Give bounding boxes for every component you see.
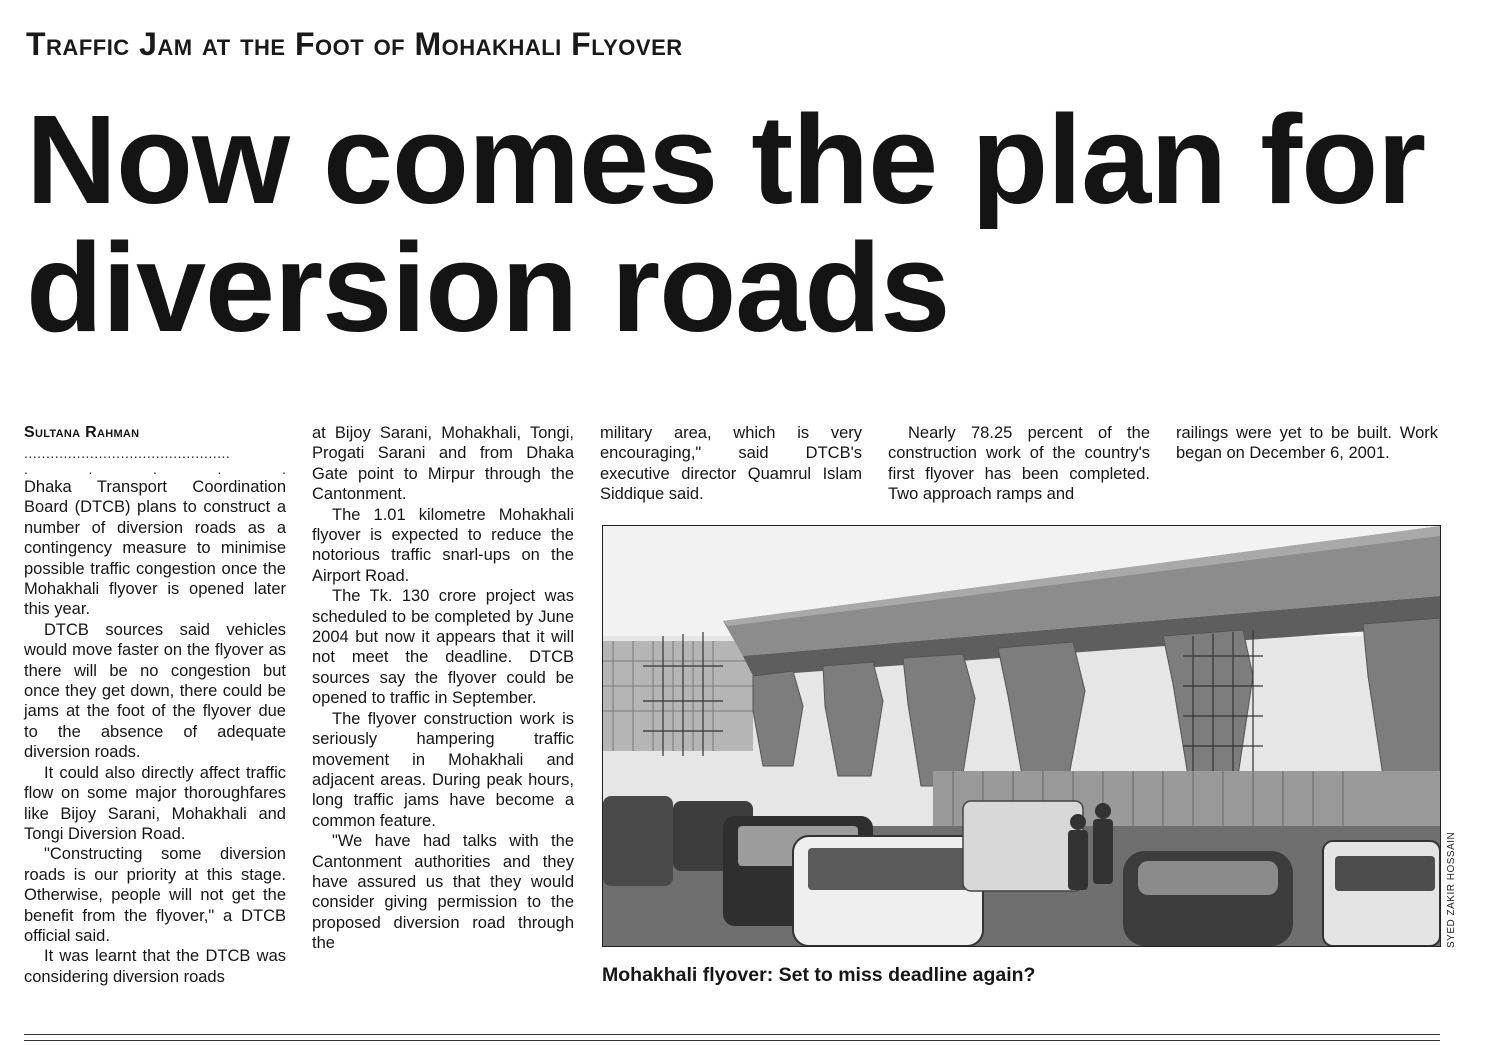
article-column-3 xyxy=(600,423,862,505)
byline-dot: . xyxy=(153,461,157,477)
headline-line-1: Now comes the plan for xyxy=(26,89,1426,230)
paragraph: at Bijoy Sarani, Mohakhali, Tongi, Progati Sarani and from Dhaka Gate point to Mirpur through the Cantonment. xyxy=(312,424,574,504)
byline-dot: . xyxy=(217,461,222,477)
bottom-rule xyxy=(24,1034,1440,1035)
paragraph: military area, which is very encouraging," said DTCB's executive director Quamrul Islam Siddique said. xyxy=(600,424,862,504)
paragraph: The 1.01 kilometre Mohakhali flyover is expected to reduce the notorious traffic snarl-ups on the Airport Road. xyxy=(312,505,574,585)
paragraph: Dhaka Transport Coordination Board (DTCB) plans to construct a number of diversion roads as a contingency measure to minimise possible traffic congestion once the Mohakhali flyover is opened later this year. xyxy=(24,478,286,619)
paragraph: railings were yet to be built. Work began on December 6, 2001. xyxy=(1176,424,1438,463)
byline-dot: . xyxy=(24,461,28,477)
paragraph: "Constructing some diversion roads is our priority at this stage. Otherwise, people will not get the benefit from the flyover," a DTCB official said. xyxy=(24,845,286,945)
paragraph: The Tk. 130 crore project was scheduled to be completed by June 2004 but now it appears that it will not meet the deadline. DTCB sources say the flyover could be opened to traffic in September. xyxy=(312,587,574,708)
byline-dot-row xyxy=(24,461,286,477)
byline-dot: . xyxy=(88,461,93,477)
article-column-1 xyxy=(24,423,286,987)
paragraph: The flyover construction work is seriously hampering traffic movement in Mohakhali and adjacent areas. During peak hours, long traffic jams have become a common feature. xyxy=(312,709,574,830)
main-headline xyxy=(26,89,1476,358)
article-column-4 xyxy=(888,423,1150,505)
article-column-5 xyxy=(1176,423,1438,464)
bottom-rule-2 xyxy=(24,1040,1440,1041)
kicker-headline: Traffic Jam at the Foot of Mohakhali Flyover xyxy=(26,26,683,62)
byline-rule: ............................................... xyxy=(24,445,231,461)
photo-caption: Mohakhali flyover: Set to miss deadline again? xyxy=(602,964,1036,986)
paragraph: It was learnt that the DTCB was considering diversion roads xyxy=(24,947,286,986)
paragraph: "We have had talks with the Cantonment authorities and they have assured us that they would consider giving permission to the proposed diversion road through the xyxy=(312,832,574,953)
photo-credit: SYED ZAKIR HOSSAIN xyxy=(1446,831,1457,948)
paragraph: DTCB sources said vehicles would move faster on the flyover as there will be no congestion but once they get down, there could be jams at the foot of the flyover due to the absence of adequate diversion roads. xyxy=(24,620,286,762)
flyover-photo-illustration xyxy=(603,526,1440,946)
news-photo xyxy=(602,525,1441,947)
paragraph: It could also directly affect traffic flow on some major thoroughfares like Bijoy Sarani, Mohakhali and Tongi Diversion Road. xyxy=(24,763,286,843)
headline-line-2: diversion roads xyxy=(26,217,950,358)
byline: Sultana Rahman xyxy=(24,424,140,441)
byline-dot: . xyxy=(282,461,286,477)
paragraph: Nearly 78.25 percent of the construction work of the country's first flyover has been completed. Two approach ramps and xyxy=(888,424,1150,504)
article-column-2 xyxy=(312,423,574,954)
